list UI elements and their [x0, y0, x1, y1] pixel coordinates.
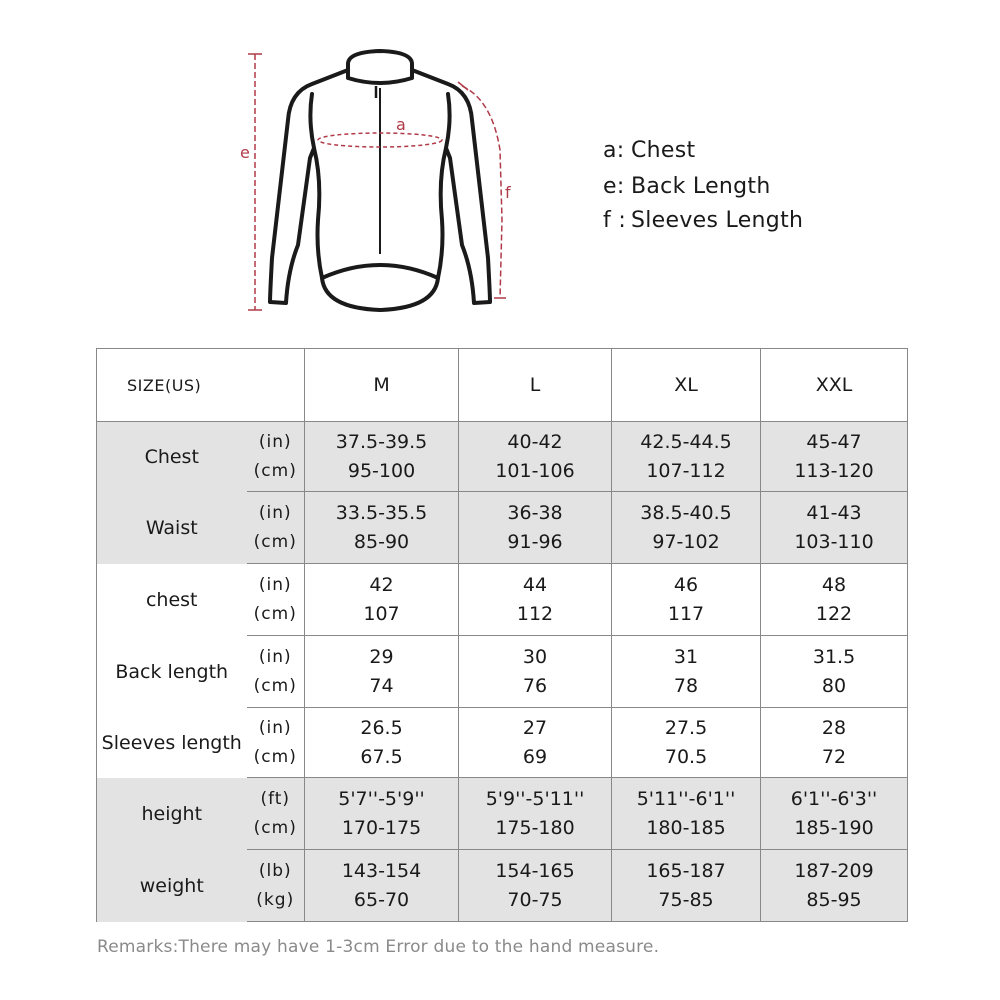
- value-ft: 6'1''-6'3'': [790, 787, 878, 810]
- value-cell: [612, 492, 761, 564]
- unit-cell: [247, 564, 305, 636]
- unit-in: (in): [258, 502, 292, 523]
- value-cell: [305, 422, 459, 492]
- unit-cm: (cm): [253, 531, 297, 552]
- unit-kg: (kg): [256, 889, 295, 910]
- unit-cm: (cm): [253, 460, 297, 481]
- value-lb: 143-154: [341, 859, 422, 882]
- value-in: 48: [821, 573, 847, 596]
- value-cell: [761, 708, 908, 778]
- value-cm: 70.5: [664, 745, 708, 768]
- table-row: [97, 564, 908, 636]
- value-cell: [459, 636, 612, 708]
- value-kg: 65-70: [353, 888, 410, 911]
- value-in: 42: [369, 573, 394, 596]
- value-cell: [612, 708, 761, 778]
- table-row: [97, 850, 908, 922]
- diagram-label-e: e: [240, 143, 250, 162]
- value-in: 28: [821, 716, 847, 739]
- unit-cell: [247, 636, 305, 708]
- value-cell: [459, 564, 612, 636]
- row-label-weight: weight: [97, 850, 247, 922]
- value-cell: [305, 778, 459, 850]
- value-cell: [612, 422, 761, 492]
- value-cell: [305, 636, 459, 708]
- row-label-height: height: [97, 778, 247, 850]
- unit-ft: (ft): [260, 788, 291, 809]
- value-in: 41-43: [806, 501, 862, 524]
- value-ft: 5'9''-5'11'': [485, 787, 585, 810]
- value-cm: 76: [522, 674, 548, 697]
- value-lb: 154-165: [495, 859, 575, 882]
- value-cell: [761, 850, 908, 922]
- unit-cm: (cm): [253, 603, 297, 624]
- value-cm: 67.5: [360, 745, 403, 768]
- unit-cell: [247, 778, 305, 850]
- value-cell: [459, 492, 612, 564]
- legend-label: Chest: [631, 138, 696, 163]
- value-cell: [612, 850, 761, 922]
- remarks-note: Remarks:There may have 1-3cm Error due to the hand measure.: [97, 937, 660, 957]
- value-cell: [612, 636, 761, 708]
- unit-cm: (cm): [253, 675, 297, 696]
- value-cm: 113-120: [794, 459, 874, 482]
- unit-cell: [247, 422, 305, 492]
- value-in: 27.5: [664, 716, 708, 739]
- legend-key: f :: [603, 208, 627, 233]
- row-label-sleeves-length: Sleeves length: [97, 708, 247, 778]
- legend-key: e:: [603, 174, 625, 199]
- value-cm: 72: [821, 745, 847, 768]
- value-cell: [305, 492, 459, 564]
- unit-in: (in): [258, 431, 292, 452]
- diagram-label-a: a: [396, 115, 406, 134]
- value-cell: [459, 708, 612, 778]
- table-row: [97, 778, 908, 850]
- value-in: 30: [522, 645, 548, 668]
- size-header-m: M: [305, 349, 459, 422]
- value-cell: [612, 778, 761, 850]
- size-header: SIZE(US): [97, 349, 305, 422]
- value-cm: 74: [369, 674, 394, 697]
- size-header-xl: XL: [612, 349, 761, 422]
- value-in: 36-38: [507, 501, 563, 524]
- value-lb: 187-209: [794, 859, 874, 882]
- value-cm: 95-100: [347, 459, 416, 482]
- unit-cell: [247, 708, 305, 778]
- value-cm: 117: [667, 602, 705, 625]
- value-cell: [761, 422, 908, 492]
- value-cm: 180-185: [646, 816, 726, 839]
- value-ft: 5'7''-5'9'': [338, 787, 425, 810]
- value-cm: 185-190: [794, 816, 874, 839]
- value-in: 31.5: [812, 645, 856, 668]
- row-label-waist: Waist: [97, 492, 247, 564]
- legend-key: a:: [603, 138, 625, 163]
- value-in: 44: [522, 573, 548, 596]
- unit-cm: (cm): [253, 746, 297, 767]
- unit-cm: (cm): [253, 817, 297, 838]
- value-ft: 5'11''-6'1'': [636, 787, 736, 810]
- size-header-l: L: [459, 349, 612, 422]
- measurement-legend: [603, 138, 803, 246]
- table-row: [97, 636, 908, 708]
- value-in: 42.5-44.5: [640, 430, 732, 453]
- value-cm: 101-106: [495, 459, 575, 482]
- unit-lb: (lb): [258, 860, 292, 881]
- value-cm: 80: [821, 674, 847, 697]
- value-in: 38.5-40.5: [640, 501, 732, 524]
- value-cm: 107-112: [646, 459, 726, 482]
- value-cell: [305, 850, 459, 922]
- legend-item-sleeves-length: [603, 208, 803, 246]
- unit-in: (in): [258, 646, 292, 667]
- value-cm: 103-110: [794, 530, 874, 553]
- value-in: 33.5-35.5: [335, 501, 428, 524]
- legend-label: Sleeves Length: [631, 208, 804, 233]
- value-cm: 85-90: [353, 530, 410, 553]
- value-in: 37.5-39.5: [335, 430, 428, 453]
- value-cell: [305, 708, 459, 778]
- value-in: 45-47: [806, 430, 862, 453]
- unit-in: (in): [258, 717, 292, 738]
- unit-cell: [247, 850, 305, 922]
- value-in: 29: [369, 645, 394, 668]
- table-row: [97, 492, 908, 564]
- row-label-garment-chest: chest: [97, 564, 247, 636]
- value-cell: [459, 850, 612, 922]
- jersey-diagram: [230, 40, 530, 320]
- value-kg: 85-95: [806, 888, 862, 911]
- unit-cell: [247, 492, 305, 564]
- value-cm: 69: [522, 745, 548, 768]
- value-cm: 170-175: [341, 816, 422, 839]
- table-row: [97, 708, 908, 778]
- value-cm: 122: [815, 602, 853, 625]
- row-label-chest: Chest: [97, 422, 247, 492]
- value-cell: [459, 422, 612, 492]
- size-header-xxl: XXL: [761, 349, 908, 422]
- value-cell: [761, 564, 908, 636]
- value-cell: [761, 636, 908, 708]
- table-header-row: [97, 349, 908, 422]
- row-label-back-length: Back length: [97, 636, 247, 708]
- value-cm: 91-96: [507, 530, 563, 553]
- value-in: 27: [522, 716, 548, 739]
- value-cm: 107: [363, 602, 400, 625]
- size-chart-table: [96, 348, 908, 922]
- value-lb: 165-187: [646, 859, 726, 882]
- value-cm: 175-180: [495, 816, 575, 839]
- value-kg: 70-75: [507, 888, 563, 911]
- legend-label: Back Length: [631, 174, 771, 199]
- legend-item-back-length: [603, 174, 803, 212]
- value-in: 40-42: [507, 430, 563, 453]
- unit-in: (in): [258, 574, 292, 595]
- table-row: [97, 422, 908, 492]
- value-kg: 75-85: [658, 888, 714, 911]
- value-cell: [305, 564, 459, 636]
- value-cm: 97-102: [652, 530, 720, 553]
- value-in: 31: [673, 645, 699, 668]
- value-cell: [459, 778, 612, 850]
- diagram-label-f: f: [505, 183, 511, 202]
- legend-item-chest: [603, 138, 803, 176]
- value-cell: [761, 492, 908, 564]
- value-in: 46: [673, 573, 699, 596]
- value-in: 26.5: [360, 716, 403, 739]
- value-cm: 112: [516, 602, 554, 625]
- value-cm: 78: [673, 674, 699, 697]
- value-cell: [761, 778, 908, 850]
- value-cell: [612, 564, 761, 636]
